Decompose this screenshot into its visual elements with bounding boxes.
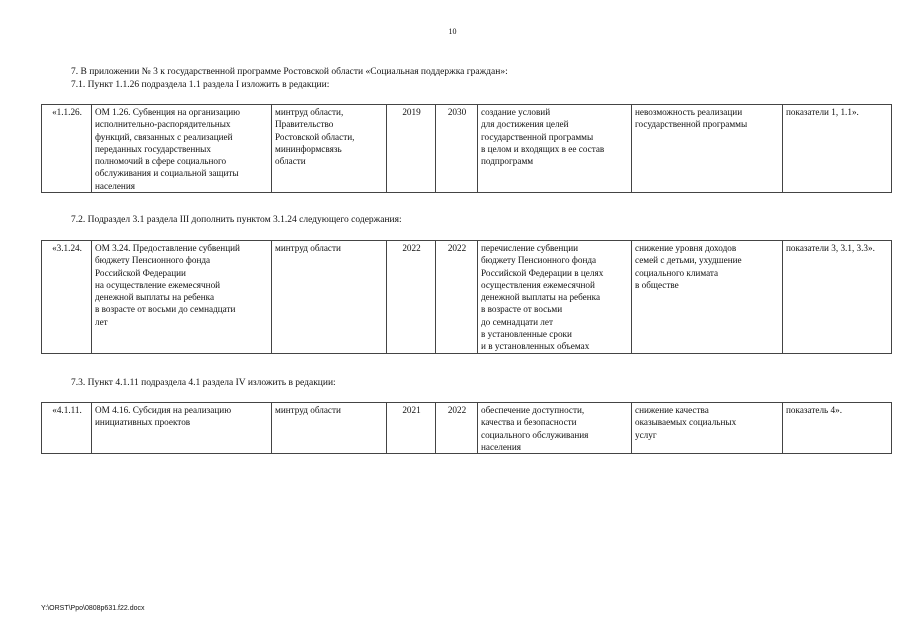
- page-number: 10: [448, 27, 457, 36]
- cell-name: ОМ 1.26. Субвенция на организацию исполнительно-распорядительных функций, связанных с реализацией переданных государственных полномочий в сфере социального обслуживания и социальной защиты населения: [92, 105, 272, 193]
- paragraph-7-2: 7.2. Подраздел 3.1 раздела III дополнить пунктом 3.1.24 следующего содержания:: [71, 215, 402, 225]
- cell-result: перечисление субвенции бюджету Пенсионного фонда Российской Федерации в целях осуществления ежемесячной денежной выплаты на ребенка в возрасте от восьми до семнадцати лет в установленные сроки и в установленных объемах: [478, 241, 632, 354]
- cell-result: обеспечение доступности, качества и безопасности социального обслуживания населения: [478, 403, 632, 454]
- cell-year-start: 2021: [387, 403, 436, 454]
- paragraph-7-3: 7.3. Пункт 4.1.11 подраздела 4.1 раздела IV изложить в редакции:: [71, 378, 336, 388]
- cell-year-end: 2022: [436, 403, 478, 454]
- cell-year-end: 2022: [436, 241, 478, 354]
- cell-consequences: снижение уровня доходов семей с детьми, ухудшение социального климата в обществе: [632, 241, 783, 354]
- table-item-4-1-11: [41, 402, 892, 454]
- cell-result: создание условий для достижения целей государственной программы в целом и входящих в ее состав подпрограмм: [478, 105, 632, 193]
- cell-executor: минтруд области: [272, 241, 387, 354]
- cell-executor: минтруд области, Правительство Ростовской области, мининформсвязь области: [272, 105, 387, 193]
- cell-indicators: показатель 4».: [783, 403, 892, 454]
- cell-year-start: 2019: [387, 105, 436, 193]
- cell-name: ОМ 3.24. Предоставление субвенций бюджету Пенсионного фонда Российской Федерации на осуществление ежемесячной денежной выплаты на ребенка в возрасте от восьми до семнадцати лет: [92, 241, 272, 354]
- cell-consequences: снижение качества оказываемых социальных услуг: [632, 403, 783, 454]
- cell-number: «1.1.26.: [42, 105, 92, 193]
- cell-year-start: 2022: [387, 241, 436, 354]
- table-row: [42, 241, 892, 354]
- cell-name: ОМ 4.16. Субсидия на реализацию инициативных проектов: [92, 403, 272, 454]
- cell-year-end: 2030: [436, 105, 478, 193]
- cell-number: «3.1.24.: [42, 241, 92, 354]
- cell-consequences: невозможность реализации государственной программы: [632, 105, 783, 193]
- file-path-footer: Y:\ORST\Ppo\0808p631.f22.docx: [41, 605, 145, 612]
- table-item-1-1-26: [41, 104, 892, 193]
- table-row: [42, 105, 892, 193]
- cell-executor: минтруд области: [272, 403, 387, 454]
- paragraph-7: 7. В приложении № 3 к государственной программе Ростовской области «Социальная поддержка граждан»:: [71, 67, 508, 77]
- cell-indicators: показатели 3, 3.1, 3.3».: [783, 241, 892, 354]
- cell-number: «4.1.11.: [42, 403, 92, 454]
- paragraph-7-1: 7.1. Пункт 1.1.26 подраздела 1.1 раздела I изложить в редакции:: [71, 80, 330, 90]
- table-row: [42, 403, 892, 454]
- cell-indicators: показатели 1, 1.1».: [783, 105, 892, 193]
- table-item-3-1-24: [41, 240, 892, 354]
